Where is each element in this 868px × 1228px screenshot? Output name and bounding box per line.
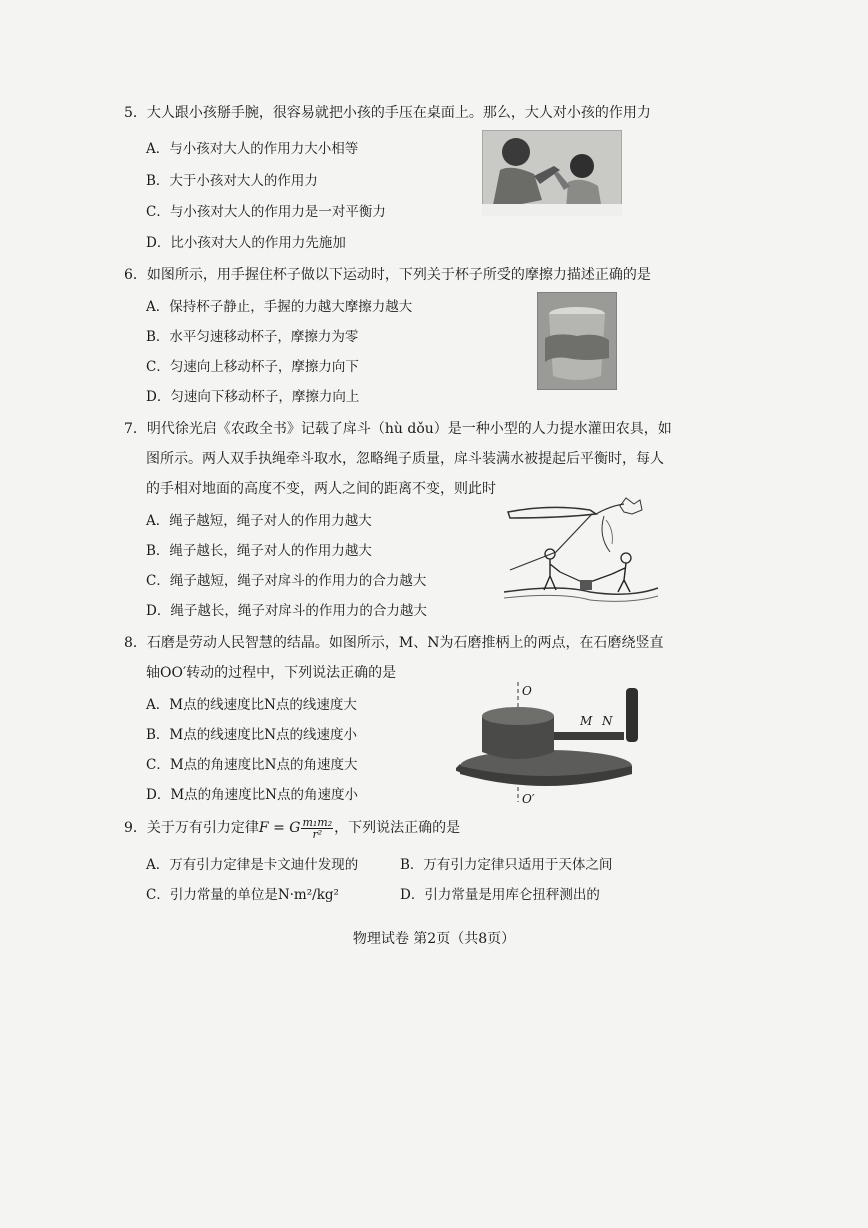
- q9-formula-denominator: r²: [312, 827, 323, 841]
- q7-stem-line-2: 图所示。两人双手执绳牵斗取水，忽略绳子质量，戽斗装满水被提起后平衡时，每人: [146, 451, 664, 467]
- q6-option-a: A．保持杯子静止，手握的力越大摩擦力越大: [146, 299, 413, 315]
- arm-wrestling-photo: [482, 130, 622, 216]
- axis-label-o: O: [522, 684, 532, 698]
- q7-option-d: D．绳子越长，绳子对戽斗的作用力的合力越大: [146, 603, 427, 619]
- q9-stem-after: ，下列说法正确的是: [334, 820, 461, 836]
- cup-in-hand-photo: [537, 292, 617, 390]
- q9-stem: [124, 814, 460, 842]
- q9-formula-numerator: m₁m₂: [302, 815, 333, 829]
- q8-option-b: B．M点的线速度比N点的线速度小: [146, 727, 358, 743]
- q7-option-c: C．绳子越短，绳子对戽斗的作用力的合力越大: [146, 573, 427, 589]
- q5-option-c: C．与小孩对大人的作用力是一对平衡力: [146, 204, 386, 220]
- q8-option-c: C．M点的角速度比N点的角速度大: [146, 757, 358, 773]
- q6-option-b: B．水平匀速移动杯子，摩擦力为零: [146, 329, 359, 345]
- q7-stem-line-3: 的手相对地面的高度不变，两人之间的距离不变，则此时: [146, 481, 496, 497]
- axis-label-o-prime: O′: [522, 792, 535, 806]
- q7-option-a: A．绳子越短，绳子对人的作用力越大: [146, 513, 372, 529]
- q5-stem: 5．大人跟小孩掰手腕，很容易就把小孩的手压在桌面上。那么，大人对小孩的作用力: [124, 105, 651, 121]
- water-bucket-illustration: [500, 496, 662, 612]
- q9-option-a: A．万有引力定律是卡文迪什发现的: [146, 857, 359, 873]
- q6-stem: 6．如图所示，用手握住杯子做以下运动时，下列关于杯子所受的摩擦力描述正确的是: [124, 267, 651, 283]
- q7-option-b: B．绳子越长，绳子对人的作用力越大: [146, 543, 372, 559]
- q9-option-d: D．引力常量是用库仑扭秤测出的: [400, 887, 600, 903]
- q5-option-a: A．与小孩对大人的作用力大小相等: [146, 141, 359, 157]
- q7-stem-line-1: 7．明代徐光启《农政全书》记载了戽斗（hù dǒu）是一种小型的人力提水灌田农具，如: [124, 421, 672, 437]
- q5-option-b: B．大于小孩对大人的作用力: [146, 173, 318, 189]
- page-footer: 物理试卷 第2页（共8页）: [352, 931, 516, 947]
- point-label-n: N: [602, 714, 613, 728]
- q8-stem-line-2: 轴OO′转动的过程中，下列说法正确的是: [146, 665, 397, 681]
- q9-option-c: C．引力常量的单位是N·m²/kg²: [146, 887, 339, 903]
- stone-mill-figure: [456, 678, 656, 806]
- q8-option-d: D．M点的角速度比N点的角速度小: [146, 787, 358, 803]
- q6-option-c: C．匀速向上移动杯子，摩擦力向下: [146, 359, 359, 375]
- q9-option-b: B．万有引力定律只适用于天体之间: [400, 857, 613, 873]
- q9-stem-before: 9．关于万有引力定律: [124, 820, 259, 836]
- q8-stem-line-1: 8．石磨是劳动人民智慧的结晶。如图所示，M、N为石磨推柄上的两点，在石磨绕竖直: [124, 635, 664, 651]
- q5-option-d: D．比小孩对大人的作用力先施加: [146, 235, 346, 251]
- q9-formula-fraction: [301, 817, 333, 840]
- q9-formula-lhs: F = G: [258, 820, 301, 836]
- point-label-m: M: [580, 714, 593, 728]
- q6-option-d: D．匀速向下移动杯子，摩擦力向上: [146, 389, 360, 405]
- q8-option-a: A．M点的线速度比N点的线速度大: [146, 697, 357, 713]
